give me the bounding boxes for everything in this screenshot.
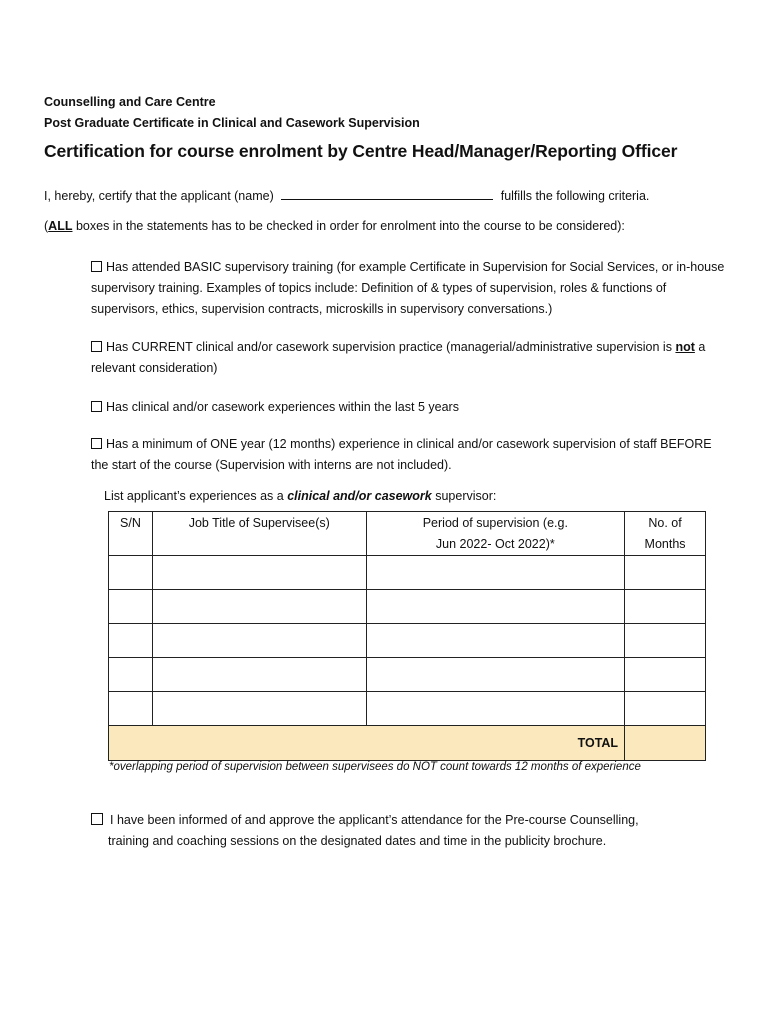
approval-line2: training and coaching sessions on the designated dates and time in the publicity brochure. [108, 834, 607, 848]
organization-name: Counselling and Care Centre [44, 95, 216, 109]
column-header-job-title: Job Title of Supervisee(s) [152, 512, 366, 556]
period-cell[interactable] [366, 556, 625, 590]
criterion-2-text-a: Has CURRENT clinical and/or casework supervision practice (managerial/administrative supervision is [106, 340, 676, 354]
form-title: Certification for course enrolment by Centre Head/Manager/Reporting Officer [44, 141, 678, 161]
criterion-3-text: Has clinical and/or casework experiences within the last 5 years [106, 400, 459, 414]
criterion-4-checkbox[interactable] [91, 438, 102, 449]
months-cell[interactable] [625, 624, 706, 658]
criterion-2-not: not [675, 340, 695, 354]
experience-label-a: List applicant’s experiences as a [104, 489, 288, 503]
criterion-1-checkbox[interactable] [91, 261, 102, 272]
job-title-cell[interactable] [152, 590, 366, 624]
column-header-months [625, 512, 706, 556]
table-row [109, 556, 706, 590]
programme-name: Post Graduate Certificate in Clinical and Casework Supervision [44, 116, 420, 130]
job-title-cell[interactable] [152, 692, 366, 726]
criterion-1-text: Has attended BASIC supervisory training (for example Certificate in Supervision for Social Services, or in-house supervisory training. Examples of topics include: Definition of & types of supervision, roles & functions of supervisors, ethics, supervision contracts, microskills in supervisory conversations.) [91, 260, 725, 316]
job-title-cell[interactable] [152, 624, 366, 658]
certify-prefix: I, hereby, certify that the applicant (name) [44, 189, 274, 203]
applicant-name-field[interactable] [281, 188, 493, 200]
note-open: ( [44, 219, 49, 233]
job-title-cell[interactable] [152, 556, 366, 590]
overlap-footnote: *overlapping period of supervision between supervisees do NOT count towards 12 months of experience [109, 761, 641, 773]
months-cell[interactable] [625, 692, 706, 726]
table-row [109, 624, 706, 658]
period-header-line2: Jun 2022- Oct 2022)* [435, 537, 555, 551]
column-header-sn: S/N [109, 512, 153, 556]
sn-cell[interactable] [109, 556, 153, 590]
sn-cell[interactable] [109, 692, 153, 726]
months-header-line1: No. of [648, 516, 682, 530]
instructions-note [44, 219, 625, 233]
column-header-period [366, 512, 625, 556]
period-header-line1: Period of supervision (e.g. [422, 516, 568, 530]
note-all: ALL [48, 219, 73, 233]
total-label: TOTAL [109, 726, 625, 761]
approval-checkbox[interactable] [91, 813, 103, 825]
sn-cell[interactable] [109, 658, 153, 692]
sn-cell[interactable] [109, 624, 153, 658]
months-cell[interactable] [625, 658, 706, 692]
job-title-cell[interactable] [152, 658, 366, 692]
criterion-3-checkbox[interactable] [91, 401, 102, 412]
criterion-current-practice [91, 337, 731, 379]
sn-cell[interactable] [109, 590, 153, 624]
table-header-row [109, 512, 706, 556]
experience-list-label [104, 489, 496, 503]
criterion-2-text-b: a relevant consideration) [91, 340, 706, 375]
criterion-recent-experience [91, 397, 731, 418]
period-cell[interactable] [366, 624, 625, 658]
experience-label-c: supervisor: [431, 489, 497, 503]
months-header-line2: Months [644, 537, 686, 551]
note-rest: boxes in the statements has to be checked in order for enrolment into the course to be considered): [72, 219, 625, 233]
certify-suffix: fulfills the following criteria. [500, 189, 650, 203]
experience-label-b: clinical and/or casework [287, 489, 432, 503]
experience-table [108, 511, 706, 761]
total-row [109, 726, 706, 761]
months-cell[interactable] [625, 556, 706, 590]
criterion-basic-training [91, 257, 731, 320]
table-row [109, 658, 706, 692]
period-cell[interactable] [366, 692, 625, 726]
months-cell[interactable] [625, 590, 706, 624]
criterion-minimum-year [91, 434, 731, 476]
period-cell[interactable] [366, 658, 625, 692]
period-cell[interactable] [366, 590, 625, 624]
total-months-cell[interactable] [625, 726, 706, 761]
table-row [109, 590, 706, 624]
approval-statement [91, 810, 731, 852]
criterion-4-text: Has a minimum of ONE year (12 months) experience in clinical and/or casework supervision of staff BEFORE the start of the course (Supervision with interns are not included). [91, 437, 712, 472]
criterion-2-checkbox[interactable] [91, 341, 102, 352]
approval-line1: I have been informed of and approve the applicant’s attendance for the Pre-course Counselling, [110, 813, 639, 827]
certify-statement [44, 188, 649, 203]
table-row [109, 692, 706, 726]
